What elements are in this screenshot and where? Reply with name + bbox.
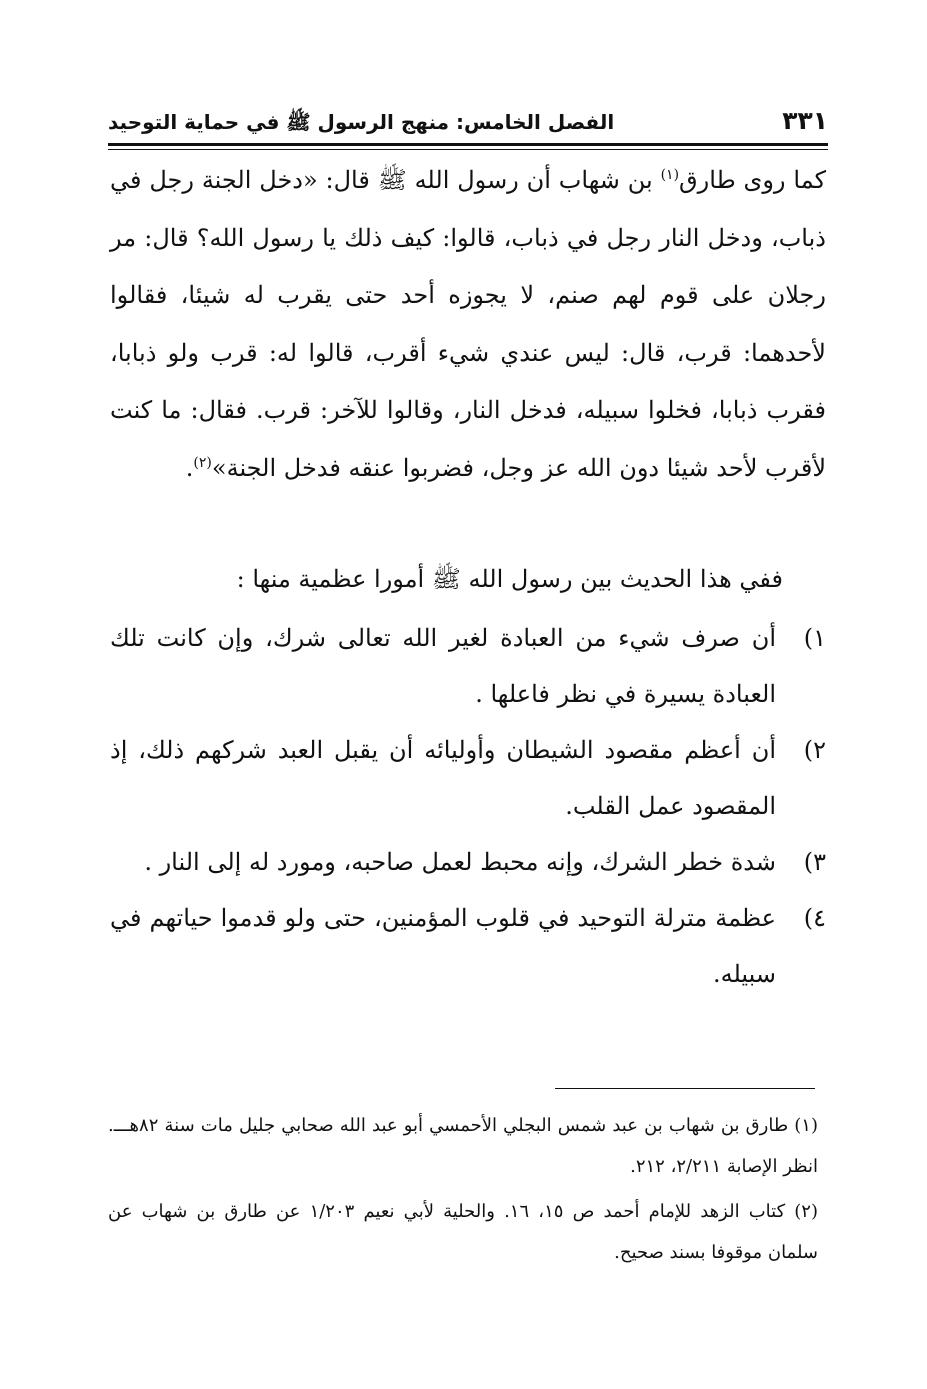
running-title: الفصل الخامس: منهج الرسول ﷺ في حماية التوحيد: [108, 110, 615, 134]
list-item: [110, 610, 826, 722]
point-number: ٣): [803, 848, 826, 876]
paragraph-text: [110, 152, 826, 497]
point-number: ٢): [803, 736, 826, 764]
footnotes: [108, 1105, 818, 1277]
footnote-2: (٢) كتاب الزهد للإمام أحمد ص ١٥، ١٦. والحلية لأبي نعيم ١/٢٠٣ عن طارق بن شهاب عن سلمان موقوفا بسند صحيح.: [108, 1201, 818, 1263]
point-text: أن أعظم مقصود الشيطان وأوليائه أن يقبل العبد شركهم ذلك، إذ المقصود عمل القلب.: [110, 736, 776, 820]
header-rule-thin: [108, 149, 828, 150]
page-number: ٣٣١: [782, 106, 828, 135]
footnote-ref-2[interactable]: (٢): [193, 454, 212, 471]
points-intro: ففي هذا الحديث بين رسول الله ﷺ أمورا عظمية منها :: [236, 565, 783, 593]
footnote-1: (١) طارق بن شهاب بن عبد شمس البجلي الأحمسي أبو عبد الله صحابي جليل مات سنة ٨٢هـــ. انظر الإصابة ٢/٢١١، ٢١٢.: [108, 1115, 818, 1177]
paragraph-end: .: [185, 453, 194, 482]
point-text: شدة خطر الشرك، وإنه محبط لعمل صاحبه، ومورد له إلى النار .: [144, 848, 776, 876]
points-list: [110, 610, 826, 1002]
list-item: [110, 890, 826, 1002]
footnote-separator: [555, 1088, 815, 1089]
hadith-paragraph: [110, 152, 826, 497]
paragraph-continuation: بن شهاب أن رسول الله ﷺ قال: «دخل الجنة رجل في ذباب، ودخل النار رجل في ذباب، قالوا: كيف ذلك يا رسول الله؟ قال: مر رجلان على قوم لهم صنم، لا يجوزه أحد حتى يقرب له شيئا، فقالوا لأحدهما: قرب، قال: ليس عندي شيء أقرب، قالوا له: قرب ولو ذبابا، فقرب ذبابا، فخلوا سبيله، فدخل النار، وقالوا للآخر: قرب. فقال: ما كنت لأقرب لأحد شيئا دون الله عز وجل، فضربوا عنقه فدخل الجنة»: [110, 166, 826, 482]
list-item: [110, 834, 826, 890]
point-text: عظمة مترلة التوحيد في قلوب المؤمنين، حتى ولو قدموا حياتهم في سبيله.: [110, 904, 776, 988]
page-header: [108, 102, 828, 142]
list-item: [110, 722, 826, 834]
point-number: ١): [803, 624, 826, 652]
point-text: أن صرف شيء من العبادة لغير الله تعالى شرك، وإن كانت تلك العبادة يسيرة في نظر فاعلها .: [110, 624, 776, 708]
point-number: ٤): [803, 904, 826, 932]
footnote-ref-1[interactable]: (١): [660, 167, 680, 183]
header-rule-thick: [108, 143, 828, 146]
paragraph-start: كما روى طارق: [679, 166, 826, 194]
